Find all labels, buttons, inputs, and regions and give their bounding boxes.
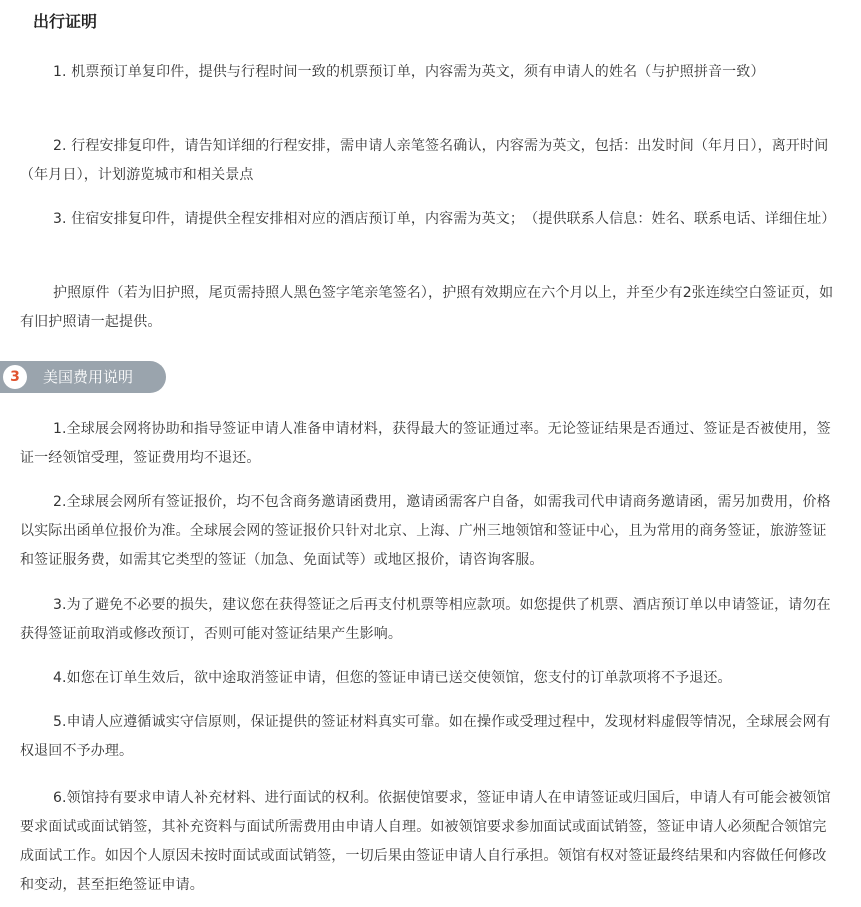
- passport-requirement: 护照原件（若为旧护照，尾页需持照人黑色签字笔亲笔签名），护照有效期应在六个月以上，并至少有2张连续空白签证页，如有旧护照请一起提供。: [20, 285, 834, 330]
- fee-item-2: 2.全球展会网所有签证报价，均不包含商务邀请函费用，邀请函需客户自备，如需我司代申请商务邀请函，需另加费用，价格以实际出函单位报价为准。全球展会网的签证报价只针对北京、上海、广州三地领馆和签证中心，且为常用的商务签证，旅游签证和签证服务费，如需其它类型的签证（加急、免面试等）或地区报价，请咨询客服。: [20, 494, 831, 568]
- travel-proof-item-1: 1. 机票预订单复印件，提供与行程时间一致的机票预订单，内容需为英文，须有申请人的姓名（与护照拼音一致）: [53, 64, 765, 80]
- section-title-travel-proof: 出行证明: [33, 12, 98, 31]
- section-badge-fees: [0, 361, 166, 393]
- fee-item-3: 3.为了避免不必要的损失，建议您在获得签证之后再支付机票等相应款项。如您提供了机票、酒店预订单以申请签证，请勿在获得签证前取消或修改预订，否则可能对签证结果产生影响。: [20, 597, 831, 642]
- fee-item-6: 6.领馆持有要求申请人补充材料、进行面试的权利。依据使馆要求，签证申请人在申请签证或归国后，申请人有可能会被领馆要求面试或面试销签，其补充资料与面试所需费用由申请人自理。如被领馆要求参加面试或面试销签，签证申请人必须配合领馆完成面试工作。如因个人原因未按时面试或面试销签，一切后果由签证申请人自行承担。领馆有权对签证最终结果和内容做任何修改和变动，甚至拒绝签证申请。: [20, 790, 831, 893]
- fee-item-1: 1.全球展会网将协助和指导签证申请人准备申请材料，获得最大的签证通过率。无论签证结果是否通过、签证是否被使用，签证一经领馆受理，签证费用均不退还。: [20, 421, 831, 466]
- fee-item-4: 4.如您在订单生效后，欲中途取消签证申请，但您的签证申请已送交使领馆，您支付的订单款项将不予退还。: [53, 670, 732, 686]
- section-title-fees: 美国费用说明: [43, 368, 134, 386]
- fee-item-5: 5.申请人应遵循诚实守信原则，保证提供的签证材料真实可靠。如在操作或受理过程中，发现材料虚假等情况，全球展会网有权退回不予办理。: [20, 714, 831, 759]
- section-number-badge: 3: [3, 365, 27, 389]
- travel-proof-item-2: 2. 行程安排复印件，请告知详细的行程安排，需申请人亲笔签名确认，内容需为英文，包括：出发时间（年月日），离开时间（年月日），计划游览城市和相关景点: [20, 138, 829, 183]
- travel-proof-item-3: 3. 住宿安排复印件，请提供全程安排相对应的酒店预订单，内容需为英文； （提供联系人信息：姓名、联系电话、详细住址）: [53, 211, 836, 227]
